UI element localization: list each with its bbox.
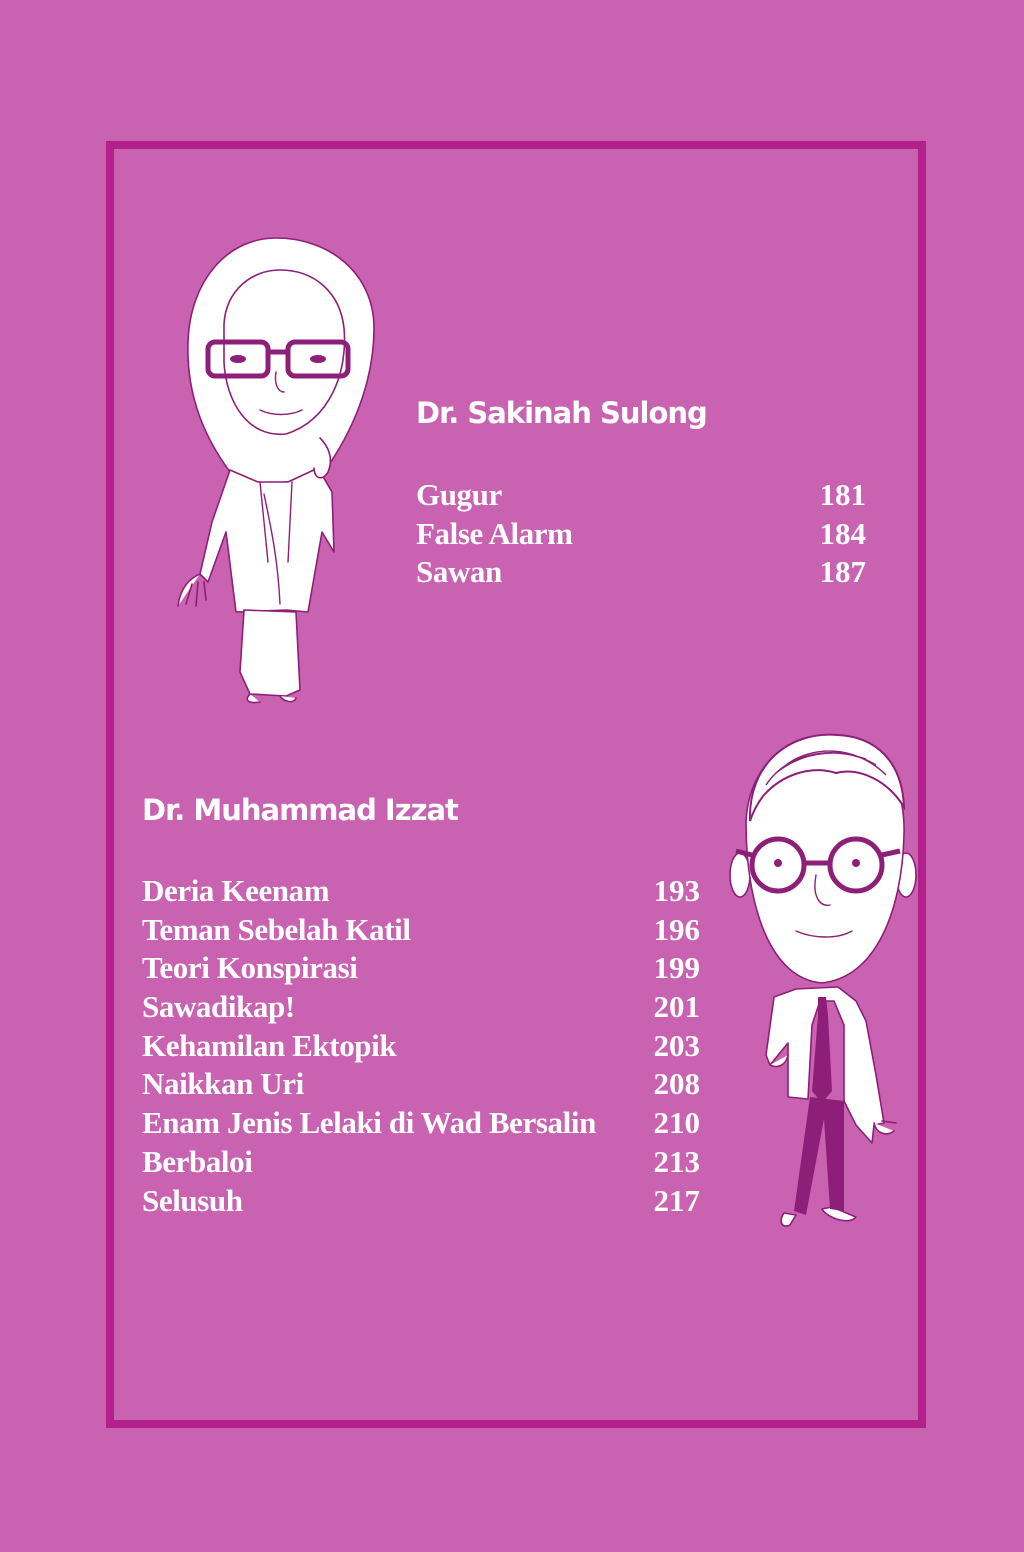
toc-entry-page: 203 <box>653 1027 700 1063</box>
toc-entry[interactable] <box>142 1065 700 1104</box>
toc-entry[interactable] <box>142 1182 700 1221</box>
toc-entry[interactable] <box>416 476 866 515</box>
toc-entry-title: Teman Sebelah Katil <box>142 911 411 947</box>
female-doctor-hijab-caricature-icon <box>168 232 383 707</box>
toc-entry-page: 217 <box>653 1182 700 1218</box>
toc-entry[interactable] <box>142 872 700 911</box>
toc-entry-title: Kehamilan Ektopik <box>142 1027 397 1063</box>
toc-entry-page: 201 <box>653 989 700 1025</box>
toc-entry-title: Deria Keenam <box>142 873 330 908</box>
toc-entry-title: Sawadikap! <box>142 989 295 1025</box>
toc-entry-title: Naikkan Uri <box>142 1066 304 1102</box>
toc-entry[interactable] <box>416 515 866 554</box>
toc-entry[interactable] <box>142 949 700 988</box>
toc-entry-page: 187 <box>819 554 866 590</box>
toc-entry-title: False Alarm <box>416 515 573 551</box>
toc-entry[interactable] <box>142 988 700 1027</box>
toc-entry-title: Teori Konspirasi <box>142 950 358 986</box>
male-doctor-glasses-caricature-icon <box>726 725 926 1240</box>
toc-entry[interactable] <box>142 911 700 950</box>
toc-entry[interactable] <box>142 1143 700 1182</box>
toc-entry-page: 208 <box>653 1066 700 1102</box>
toc-entry-title: Berbaloi <box>142 1143 253 1179</box>
toc-entry-title: Gugur <box>416 477 502 512</box>
toc-entry-title: Sawan <box>416 554 502 590</box>
toc-entry-title: Enam Jenis Lelaki di Wad Bersalin <box>142 1105 596 1141</box>
toc-entry-page: 196 <box>653 911 700 947</box>
toc-entry-page: 184 <box>819 515 866 551</box>
author-name-sakinah: Dr. Sakinah Sulong <box>416 396 707 430</box>
toc-entry-page: 181 <box>819 477 866 512</box>
toc-list-izzat <box>142 872 700 1220</box>
toc-entry[interactable] <box>142 1104 700 1143</box>
toc-entry-page: 213 <box>653 1143 700 1179</box>
toc-entry-title: Selusuh <box>142 1182 243 1218</box>
toc-entry-page: 210 <box>653 1105 700 1141</box>
toc-entry-page: 193 <box>653 873 700 908</box>
toc-entry[interactable] <box>416 553 866 592</box>
toc-list-sakinah <box>416 476 866 592</box>
toc-entry[interactable] <box>142 1027 700 1066</box>
toc-entry-page: 199 <box>653 950 700 986</box>
author-name-izzat: Dr. Muhammad Izzat <box>142 793 458 827</box>
